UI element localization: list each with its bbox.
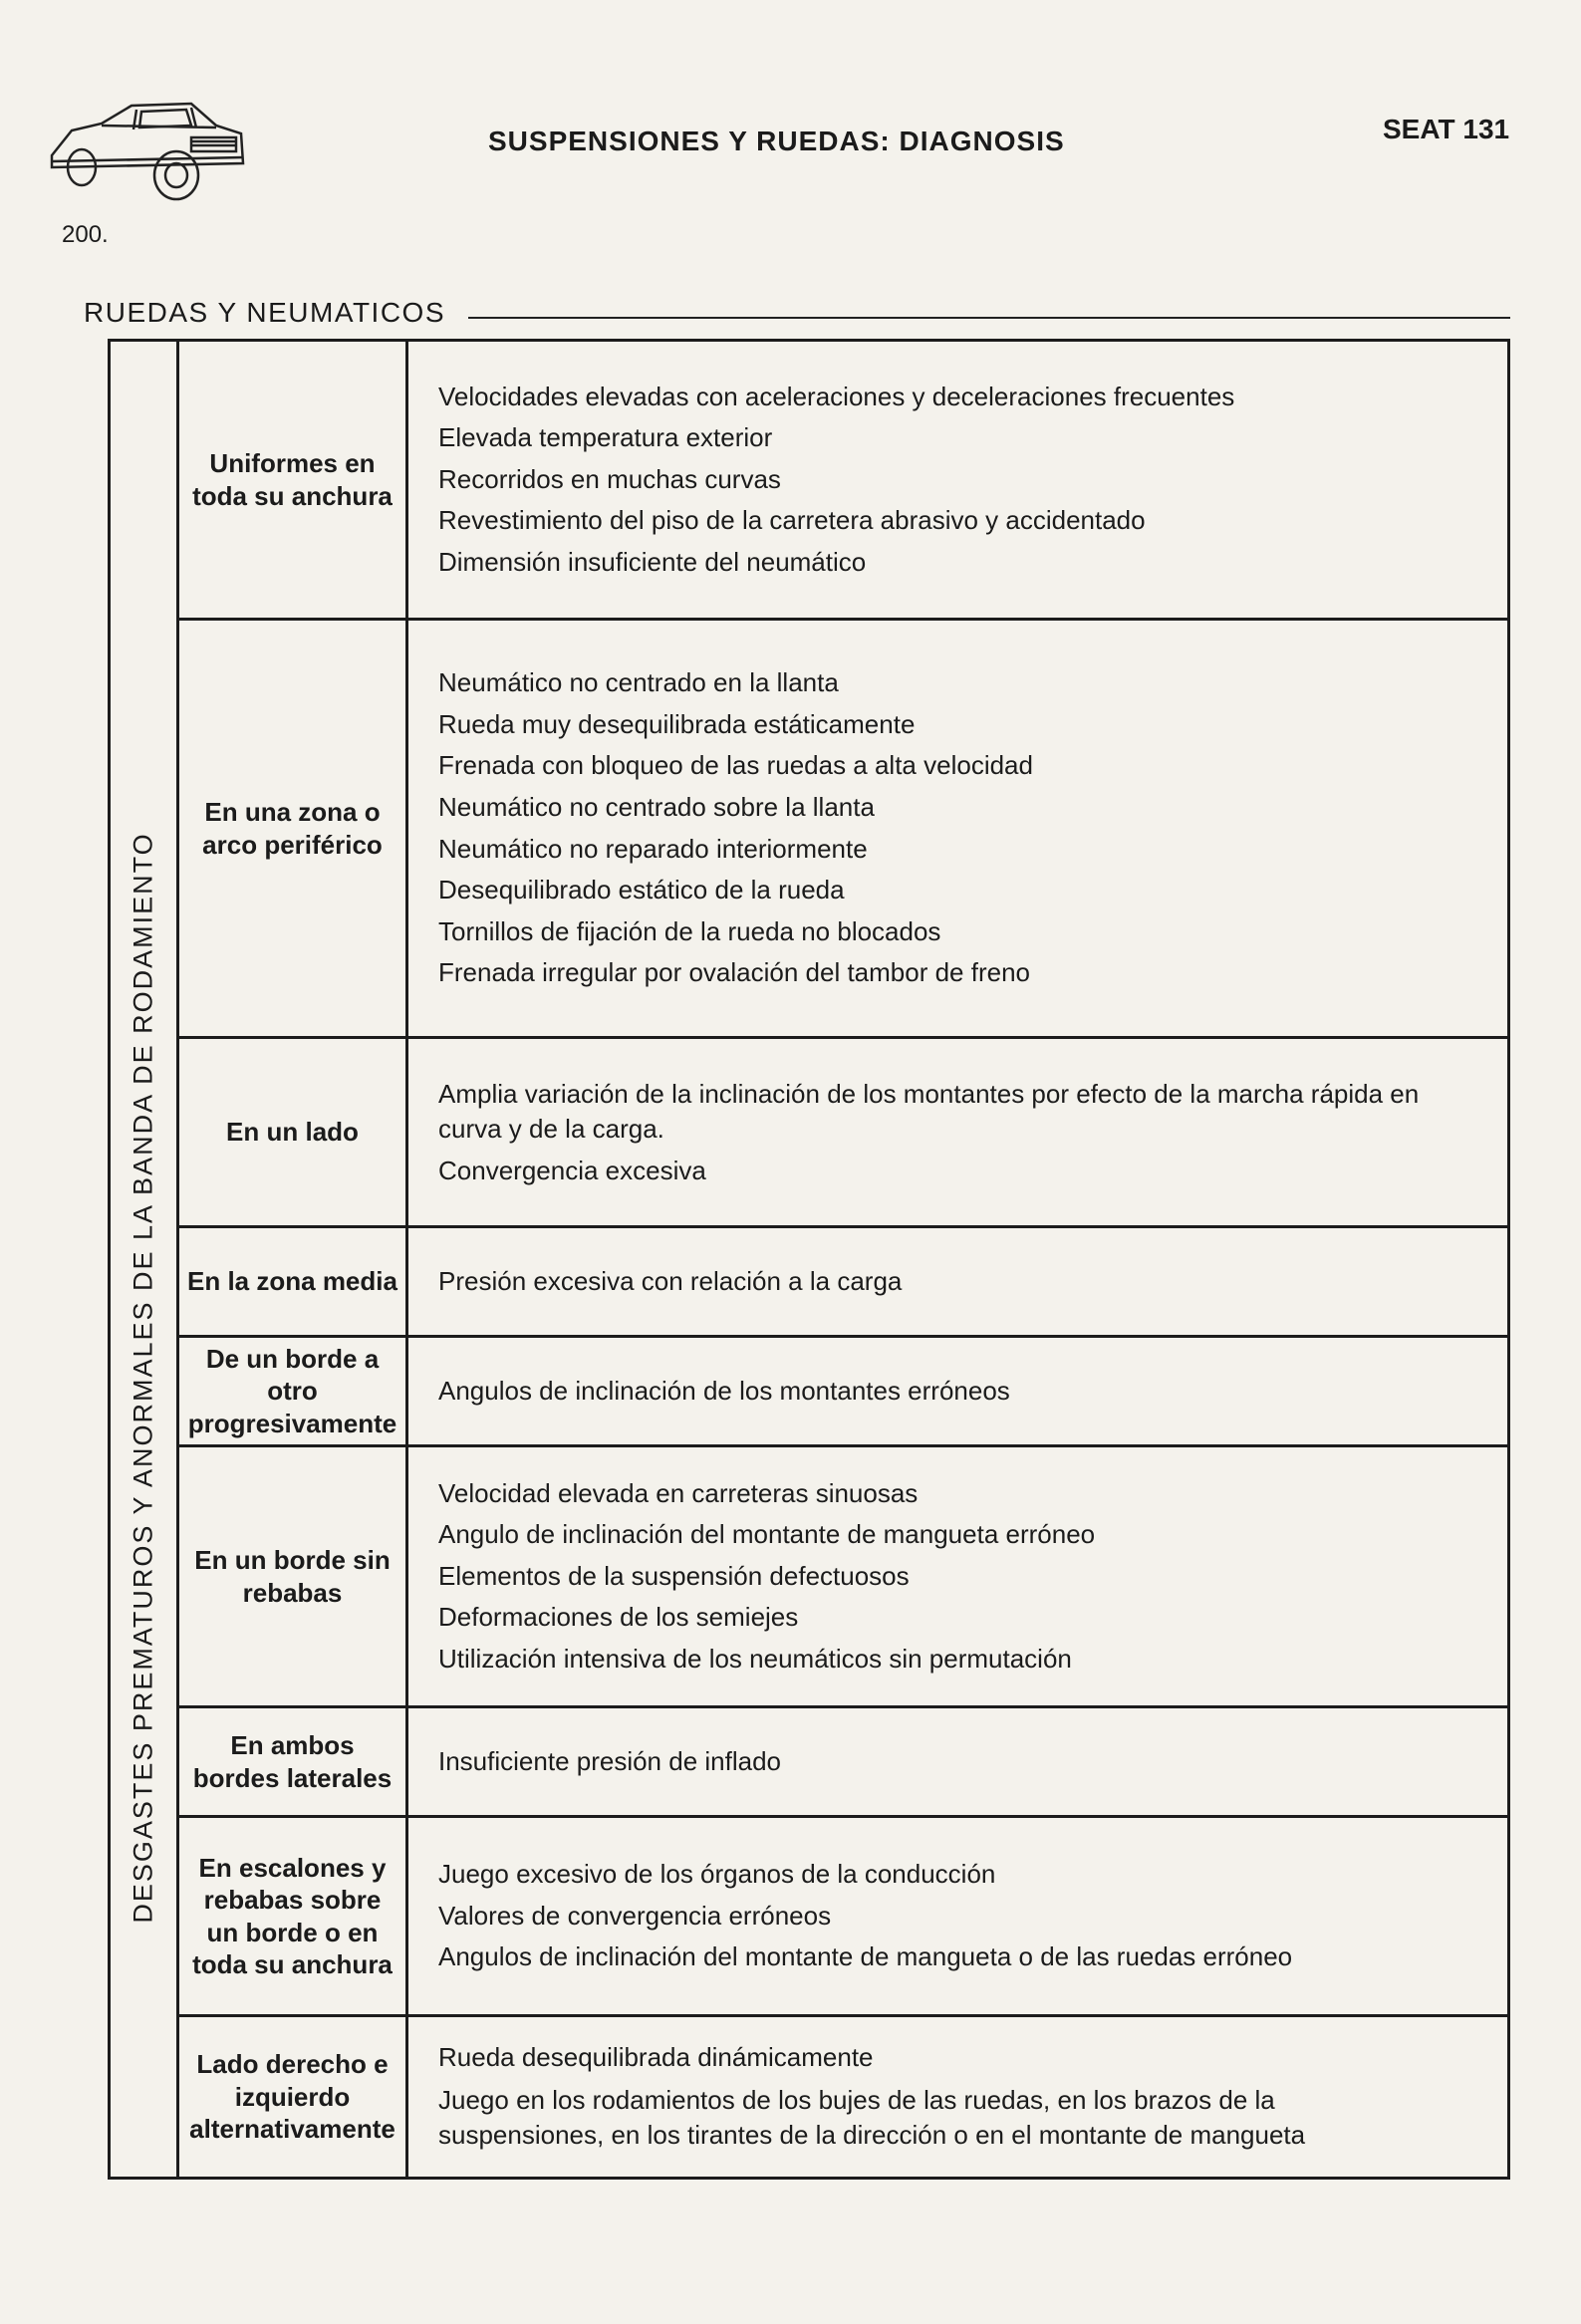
side-label: DESGASTES PREMATUROS Y ANORMALES DE LA BANDA DE RODAMIENTO [128,832,158,1924]
cause-list [408,1818,1507,2014]
table-row [179,1338,1507,1447]
table-row [179,1228,1507,1338]
cause-item: Tornillos de fijación de la rueda no blocados [438,915,941,946]
cause-item: Juego en los rodamientos de los bujes de las ruedas, en los brazos de la suspensiones, en los tirantes de la dirección o en el montante de mangueta [438,2084,1306,2150]
wear-pattern: Uniformes en toda su anchura [179,342,408,618]
cause-list [408,1708,1507,1815]
cause-item: Rueda desequilibrada dinámicamente [438,2042,874,2073]
cause-item: Elementos de la suspensión defectuosos [438,1560,910,1591]
cause-item: Neumático no centrado en la llanta [438,667,839,698]
wear-pattern: De un borde a otro progresivamente [179,1338,408,1444]
cause-item: Neumático no centrado sobre la llanta [438,791,875,822]
cause-item: Angulos de inclinación del montante de mangueta o de las ruedas erróneo [438,1941,1293,1972]
cause-item: Juego excesivo de los órganos de la conducción [438,1859,996,1890]
wear-pattern: En ambos bordes laterales [179,1708,408,1815]
cause-list [408,1228,1507,1335]
cause-list [408,1039,1507,1225]
cause-item: Insuficiente presión de inflado [438,1745,782,1776]
car-icon [42,86,251,205]
cause-item: Frenada irregular por ovalación del tambor de freno [438,957,1031,988]
title-rule [468,317,1510,319]
cause-list [408,342,1507,618]
table-row [179,1447,1507,1708]
wear-pattern: Lado derecho e izquierdo alternativamente [179,2017,408,2177]
cause-item: Dimensión insuficiente del neumático [438,546,867,577]
cause-item: Velocidad elevada en carreteras sinuosas [438,1477,919,1508]
cause-item: Valores de convergencia erróneos [438,1900,832,1931]
cause-item: Elevada temperatura exterior [438,422,773,453]
cause-item: Utilización intensiva de los neumáticos sin permutación [438,1643,1072,1674]
cause-list [408,621,1507,1036]
side-column [111,342,179,2177]
cause-item: Desequilibrado estático de la rueda [438,875,845,905]
table-row [179,621,1507,1039]
table-row [179,1708,1507,1818]
cause-list [408,1447,1507,1705]
wear-pattern: En escalones y rebabas sobre un borde o en toda su anchura [179,1818,408,2014]
cause-item: Angulos de inclinación de los montantes erróneos [438,1375,1010,1406]
page-number: 200. [62,221,109,248]
wear-pattern: En un lado [179,1039,408,1225]
table-row [179,342,1507,621]
vehicle-model: SEAT 131 [1383,114,1510,144]
cause-item: Presión excesiva con relación a la carga [438,1265,903,1296]
cause-list [408,1338,1507,1444]
cause-item: Velocidades elevadas con aceleraciones y deceleraciones frecuentes [438,381,1235,411]
wear-pattern: En un borde sin rebabas [179,1447,408,1705]
cause-item: Frenada con bloqueo de las ruedas a alta velocidad [438,750,1033,781]
cause-list [408,2017,1507,2177]
table-row [179,1039,1507,1228]
cause-item: Amplia variación de la inclinación de los montantes por efecto de la marcha rápida en curva y de la carga. [438,1078,1420,1144]
cause-item: Rueda muy desequilibrada estáticamente [438,708,916,739]
table-rows [179,342,1507,2177]
cause-item: Revestimiento del piso de la carretera abrasivo y accidentado [438,505,1146,536]
wear-pattern: En la zona media [179,1228,408,1335]
page-header-title: SUSPENSIONES Y RUEDAS: DIAGNOSIS [488,126,1065,156]
cause-item: Angulo de inclinación del montante de mangueta erróneo [438,1519,1096,1550]
wear-pattern: En una zona o arco periférico [179,621,408,1036]
table-row [179,2017,1507,2177]
diagnosis-table [108,339,1510,2180]
cause-item: Deformaciones de los semiejes [438,1602,799,1633]
table-row [179,1818,1507,2017]
cause-item: Neumático no reparado interiormente [438,833,868,864]
section-title: RUEDAS Y NEUMATICOS [84,297,446,328]
cause-item: Recorridos en muchas curvas [438,463,781,494]
cause-item: Convergencia excesiva [438,1155,706,1185]
